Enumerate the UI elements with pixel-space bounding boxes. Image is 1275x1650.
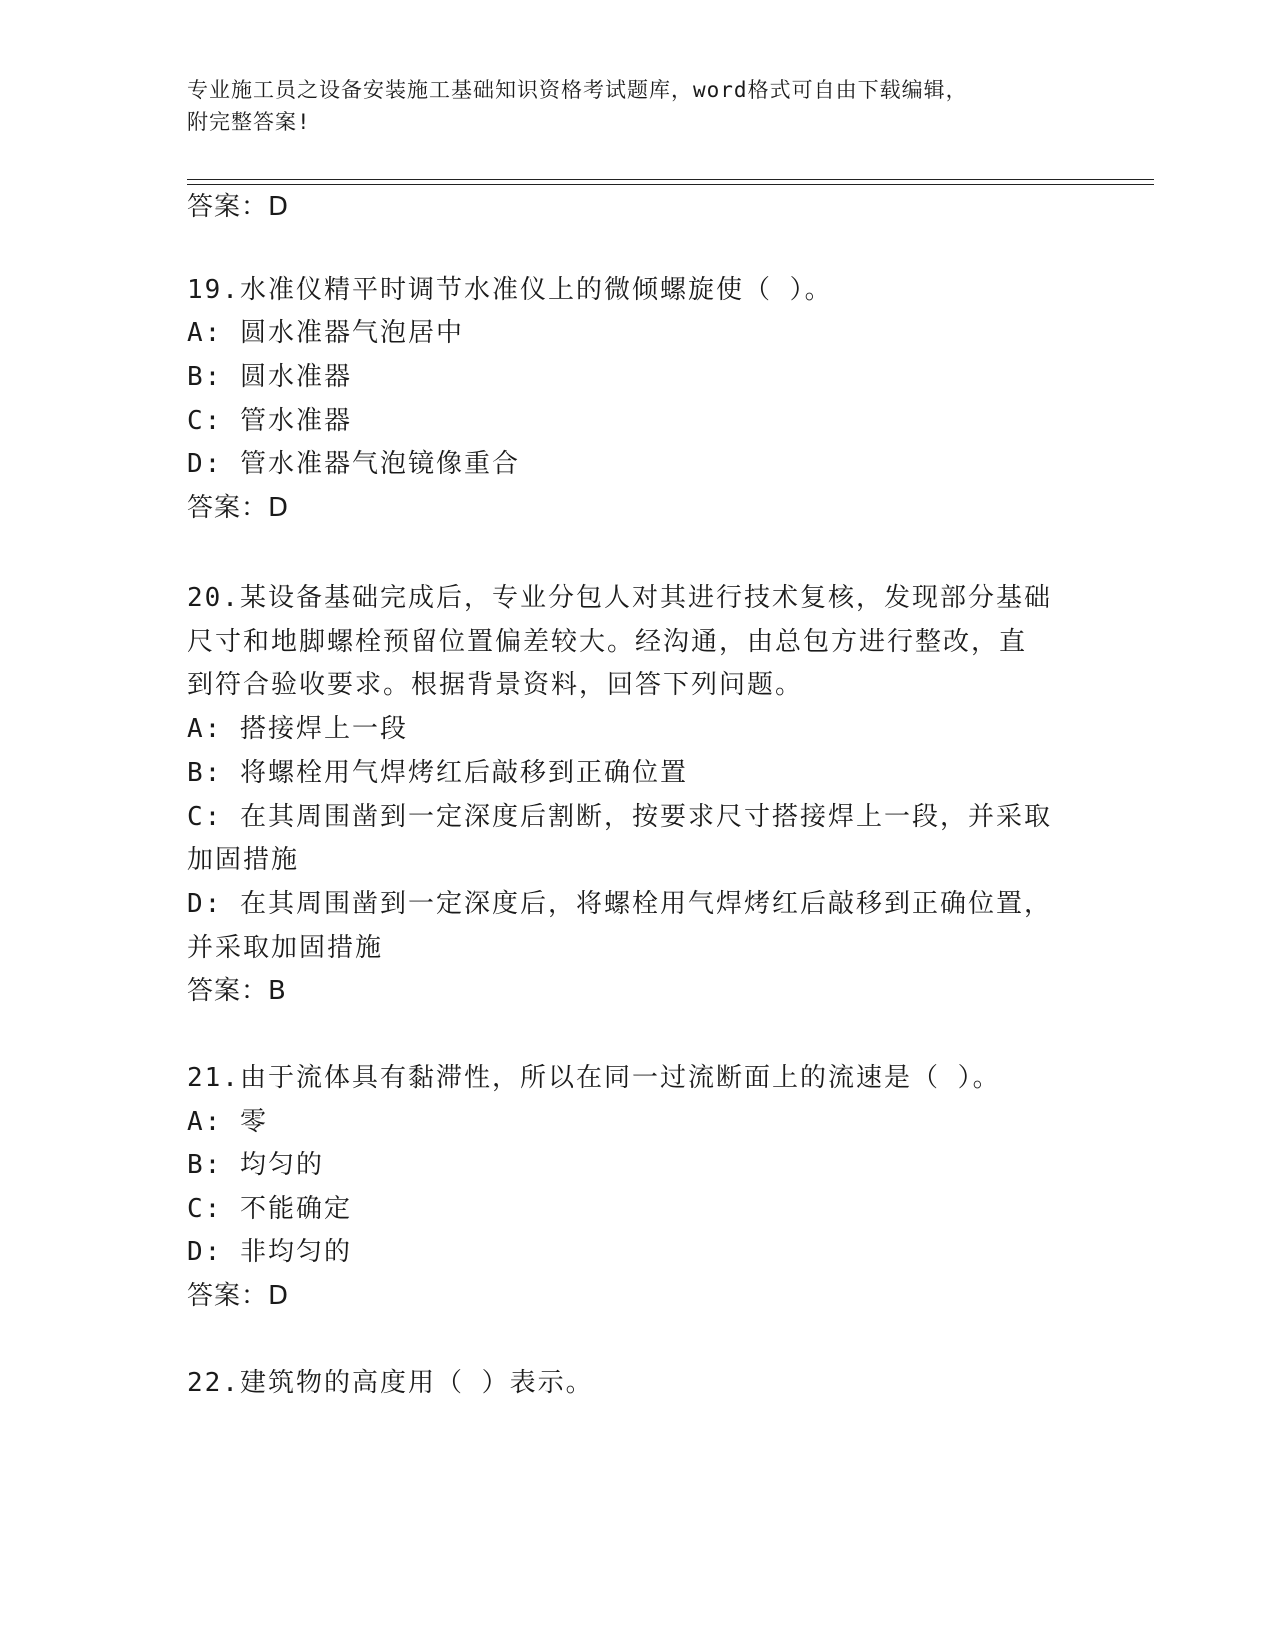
question-21-option-a: A: 零 xyxy=(187,1107,268,1137)
answer-21: 答案：D xyxy=(187,1281,290,1311)
question-19-option-d: D: 管水准器气泡镜像重合 xyxy=(187,449,520,479)
question-21-option-c: C: 不能确定 xyxy=(187,1194,352,1224)
question-21-option-d: D: 非均匀的 xyxy=(187,1237,352,1267)
document-header xyxy=(187,74,1067,138)
header-line-1: 专业施工员之设备安装施工基础知识资格考试题库，word格式可自由下载编辑， xyxy=(187,78,968,102)
question-20-option-c-line-2: 加固措施 xyxy=(187,845,300,875)
question-20-option-b: B: 将螺栓用气焊烤红后敲移到正确位置 xyxy=(187,758,688,788)
question-19-stem: 19.水准仪精平时调节水准仪上的微倾螺旋使（ ）。 xyxy=(187,275,833,305)
question-20-option-d-line-1: D: 在其周围凿到一定深度后，将螺栓用气焊烤红后敲移到正确位置， xyxy=(187,889,1052,919)
answer-20: 答案：B xyxy=(187,976,287,1006)
answer-18: 答案：D xyxy=(187,192,290,222)
question-19-option-a: A: 圆水准器气泡居中 xyxy=(187,318,464,348)
header-double-rule xyxy=(187,179,1154,185)
question-20-stem-line-2: 尺寸和地脚螺栓预留位置偏差较大。经沟通，由总包方进行整改，直 xyxy=(187,627,1028,657)
answer-19: 答案：D xyxy=(187,493,290,523)
question-21-stem: 21.由于流体具有黏滞性，所以在同一过流断面上的流速是（ ）。 xyxy=(187,1063,1001,1093)
question-22-stem: 22.建筑物的高度用（ ）表示。 xyxy=(187,1368,594,1398)
question-20-stem-line-1: 20.某设备基础完成后，专业分包人对其进行技术复核，发现部分基础 xyxy=(187,583,1052,613)
question-20-option-c-line-1: C: 在其周围凿到一定深度后割断，按要求尺寸搭接焊上一段，并采取 xyxy=(187,802,1052,832)
question-20-option-d-line-2: 并采取加固措施 xyxy=(187,933,384,963)
question-19-option-b: B: 圆水准器 xyxy=(187,362,352,392)
header-line-2: 附完整答案! xyxy=(187,110,311,134)
question-20-stem-line-3: 到符合验收要求。根据背景资料，回答下列问题。 xyxy=(187,670,804,700)
question-20-option-a: A: 搭接焊上一段 xyxy=(187,714,408,744)
question-19-option-c: C: 管水准器 xyxy=(187,406,352,436)
question-21-option-b: B: 均匀的 xyxy=(187,1150,324,1180)
